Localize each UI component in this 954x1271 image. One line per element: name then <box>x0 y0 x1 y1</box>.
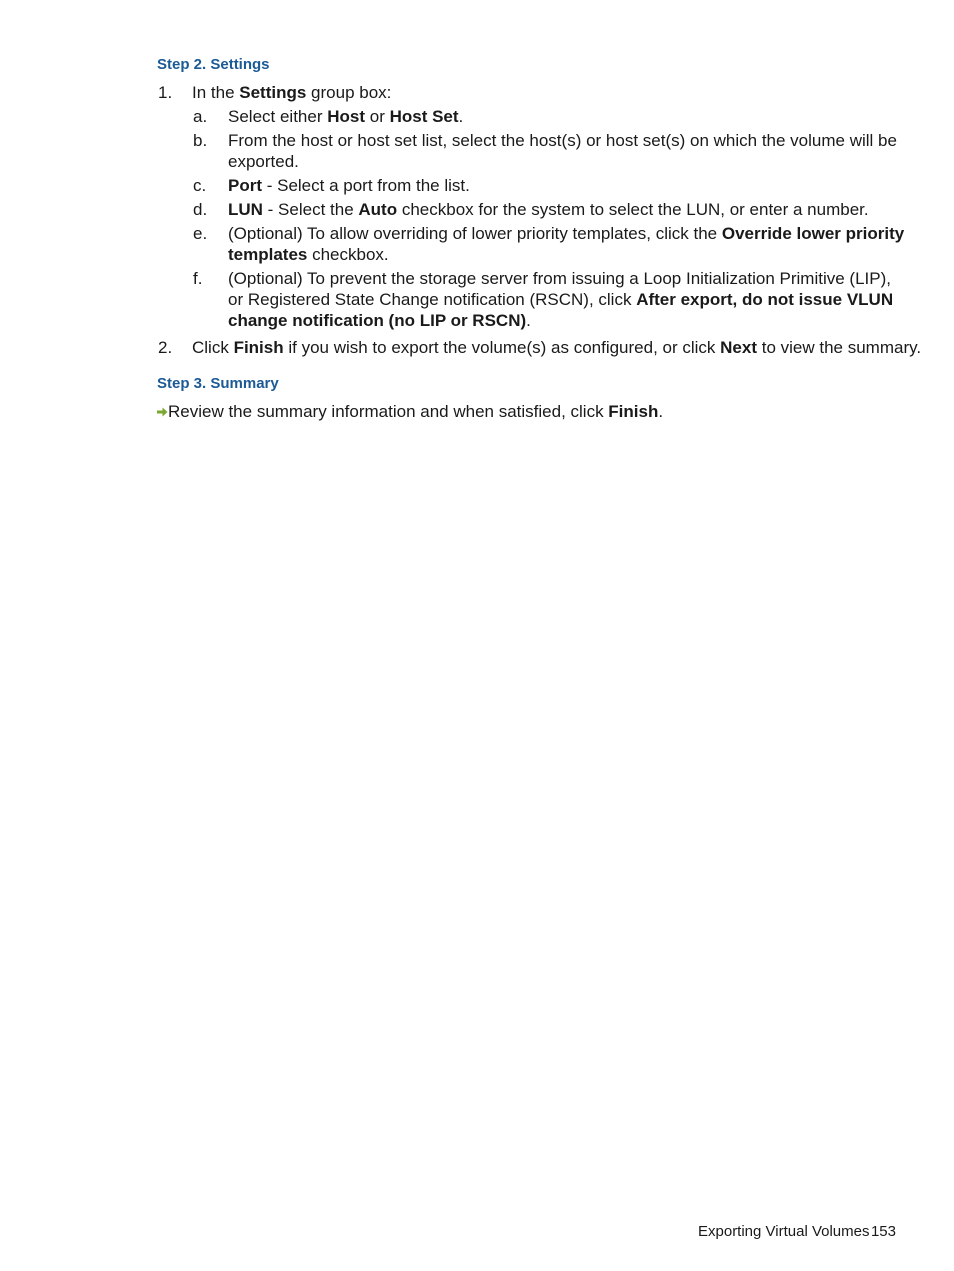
sub-item-e-line-2: templates checkbox. <box>228 245 389 264</box>
sub-item-b-line-2: exported. <box>228 152 299 171</box>
sub-item-a-letter: a. <box>193 107 208 126</box>
arrow-right-icon <box>157 407 168 417</box>
sub-item-d-text: LUN - Select the Auto checkbox for the system to select the LUN, or enter a number. <box>228 200 869 219</box>
sub-item-d-letter: d. <box>193 200 208 219</box>
page-footer <box>698 1223 896 1241</box>
sub-item-a-text: Select either Host or Host Set. <box>228 107 464 126</box>
page-number: 153 <box>870 1223 896 1240</box>
sub-item-c-text: Port - Select a port from the list. <box>228 176 470 195</box>
sub-item-f-letter: f. <box>193 269 203 288</box>
item-2-text: Click Finish if you wish to export the volume(s) as configured, or click Next to view the summary. <box>192 338 922 357</box>
sub-item-b-line-1: From the host or host set list, select the host(s) or host set(s) on which the volume will be <box>228 131 897 150</box>
item-1-number: 1. <box>158 83 173 102</box>
sub-item-e-line-1: (Optional) To allow overriding of lower priority templates, click the Override lower priority <box>228 224 905 243</box>
item-1-text: In the Settings group box: <box>192 83 392 102</box>
sub-item-f-line-3: change notification (no LIP or RSCN). <box>228 311 531 330</box>
summary-text: Review the summary information and when satisfied, click Finish. <box>168 402 664 421</box>
step-3-heading: Step 3. Summary <box>157 375 279 392</box>
sub-item-f-line-1: (Optional) To prevent the storage server from issuing a Loop Initialization Primitive (LIP), <box>228 269 891 288</box>
sub-item-c-letter: c. <box>193 176 207 195</box>
sub-item-b-letter: b. <box>193 131 208 150</box>
item-2-number: 2. <box>158 338 173 357</box>
step-2-heading: Step 2. Settings <box>157 56 270 73</box>
sub-item-f-line-2: or Registered State Change notification (RSCN), click After export, do not issue VLUN <box>228 290 894 309</box>
sub-item-e-letter: e. <box>193 224 208 243</box>
footer-title: Exporting Virtual Volumes <box>698 1223 870 1240</box>
